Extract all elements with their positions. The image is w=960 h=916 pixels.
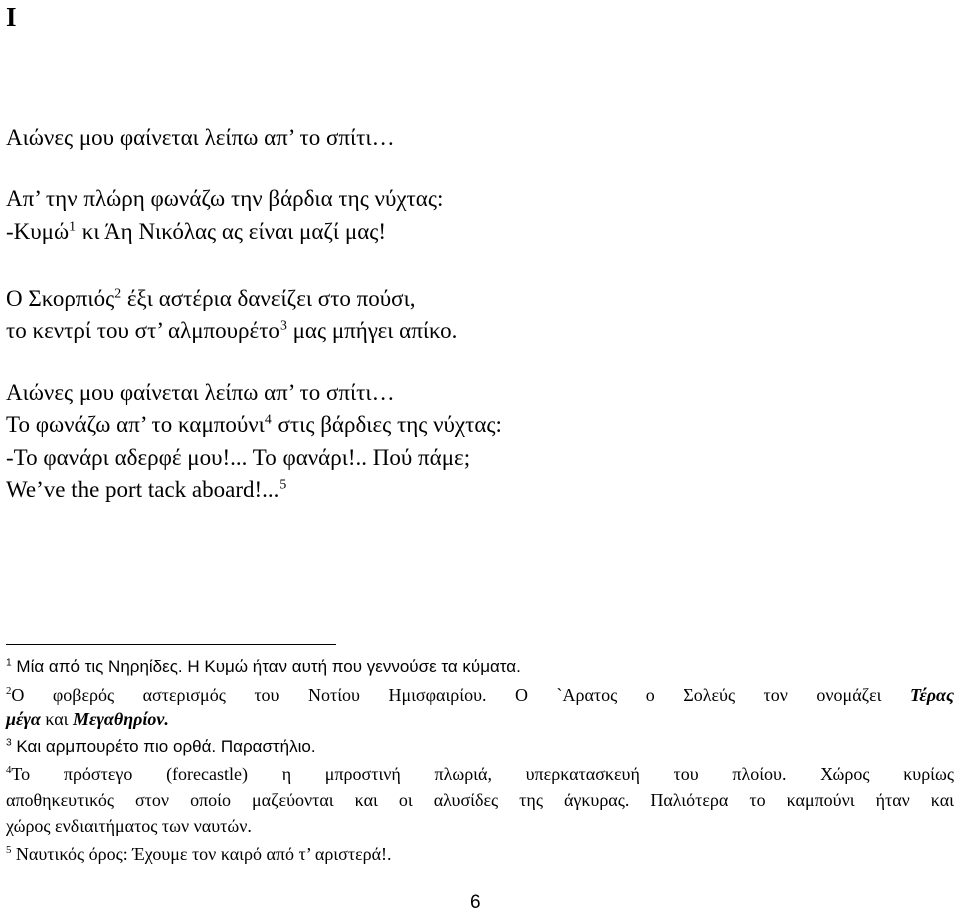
poem-line bbox=[6, 218, 386, 246]
footnote-ref: 1 bbox=[69, 218, 77, 234]
poem-text: μας μπήγει απίκο. bbox=[286, 318, 458, 343]
footnote-number: 3 bbox=[6, 737, 12, 749]
footnote-number: 5 bbox=[6, 844, 12, 856]
footnote-2-cont bbox=[6, 707, 954, 731]
footnote-emphasis: Μεγαθηρίον. bbox=[73, 709, 169, 729]
footnote-emphasis: μέγα bbox=[6, 709, 41, 729]
footnote-ref: 4 bbox=[264, 411, 272, 427]
footnote-1 bbox=[6, 655, 954, 679]
footnote-ref: 2 bbox=[114, 285, 122, 301]
poem-text: κι Άη Νικόλας ας είναι μαζί μας! bbox=[76, 219, 387, 244]
footnote-text: Ναυτικός όρος: Έχουμε τον καιρό από τ’ αριστερά!. bbox=[15, 844, 392, 864]
poem-text: -Κυμώ bbox=[6, 219, 70, 244]
poem-line: Απ’ την πλώρη φωνάζω την βάρδια της νύχτας: bbox=[6, 186, 444, 211]
poem-line: -Το φανάρι αδερφέ μου!... Το φανάρι!.. Πού πάμε; bbox=[6, 445, 471, 470]
footnote-number: 1 bbox=[6, 657, 12, 669]
poem-text: We’ve the port tack aboard!... bbox=[6, 477, 280, 502]
poem-text: στις βάρδιες της νύχτας: bbox=[271, 412, 502, 437]
section-heading: I bbox=[6, 2, 17, 32]
footnote-4-cont: αποθηκευτικός στον οποίο μαζεύονται και οι αλυσίδες της άγκυρας. Παλιότερα το καμπούνι ήταν και bbox=[6, 790, 954, 810]
footnote-ref: 3 bbox=[279, 317, 287, 333]
poem-line bbox=[6, 317, 457, 345]
page-number: 6 bbox=[470, 892, 481, 913]
footnote-3 bbox=[6, 735, 954, 759]
footnote-5 bbox=[6, 842, 954, 866]
poem-line bbox=[6, 285, 416, 313]
footnote-text: Ο φοβερός αστερισμός του Νοτίου Ημισφαιρίου. Ο `Αρατος ο Σολεύς τον ονομάζει bbox=[11, 685, 882, 705]
footnote-4-cont: χώρος ενδιαιτήματος των ναυτών. bbox=[6, 816, 252, 836]
footnote-number: 2 bbox=[6, 685, 12, 697]
poem-text: Ο Σκορπιός bbox=[6, 286, 115, 311]
footnote-separator bbox=[6, 644, 336, 645]
poem-text: το κεντρί του στ’ αλμπουρέτο bbox=[6, 318, 280, 343]
footnote-text: Το πρόστεγο (forecastle) η μπροστινή πλωριά, υπερκατασκευή του πλοίου. Χώρος κυρίως bbox=[11, 764, 954, 784]
footnote-4 bbox=[6, 762, 954, 786]
poem-text: Το φωνάζω απ’ το καμπούνι bbox=[6, 412, 265, 437]
footnote-text: Μία από τις Νηρηίδες. Η Κυμώ ήταν αυτή που γεννούσε τα κύματα. bbox=[16, 657, 521, 676]
poem-line: Αιώνες μου φαίνεται λείπω απ’ το σπίτι… bbox=[6, 380, 395, 405]
footnote-ref: 5 bbox=[279, 476, 287, 492]
poem-line bbox=[6, 411, 502, 439]
footnote-text: Και αρμπουρέτο πιο ορθά. Παραστήλιο. bbox=[16, 737, 316, 756]
footnote-number: 4 bbox=[6, 764, 12, 776]
footnote-emphasis: Τέρας bbox=[910, 685, 954, 705]
poem-line bbox=[6, 476, 286, 504]
poem-text: έξι αστέρια δανείζει στο πούσι, bbox=[121, 286, 416, 311]
footnote-text: και bbox=[40, 709, 74, 729]
poem-line: Αιώνες μου φαίνεται λείπω απ’ το σπίτι… bbox=[6, 125, 395, 150]
footnote-2 bbox=[6, 683, 954, 707]
